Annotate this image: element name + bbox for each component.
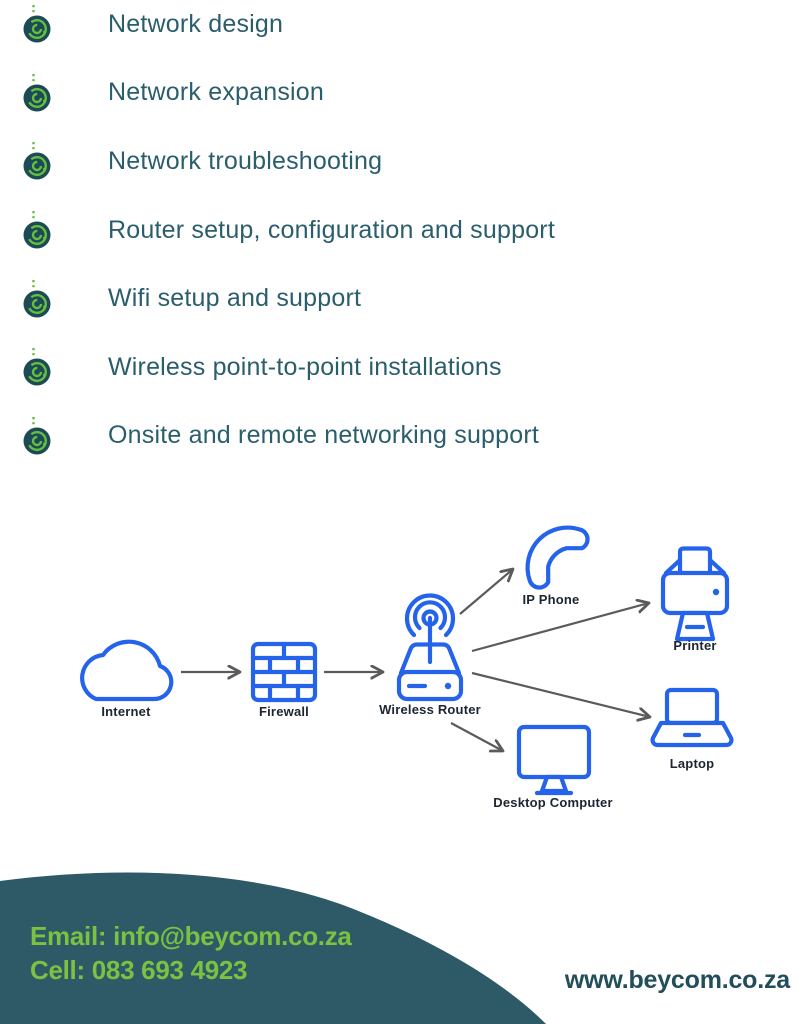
printer-icon [663,549,727,640]
printer-node [663,549,727,654]
service-label: Wifi setup and support [108,284,362,313]
footer-cell: Cell: 083 693 4923 [30,955,248,985]
beycom-logo-bullet-icon [22,3,52,45]
firewall-node [253,644,315,719]
list-item [22,0,555,59]
wireless-router-icon [399,595,461,699]
list-item [22,127,555,196]
beycom-logo-bullet-icon [22,278,52,320]
node-label: Desktop Computer [493,795,613,810]
laptop-icon [653,690,732,745]
services-list [22,0,555,470]
service-label: Router setup, configuration and support [108,215,555,244]
node-label: Wireless Router [379,702,481,717]
internet-node [82,642,171,719]
network-diagram [0,500,803,824]
desktop-node [493,727,613,810]
service-label: Wireless point-to-point installations [108,352,502,381]
beycom-logo-bullet-icon [22,415,52,457]
desktop-monitor-icon [519,727,589,793]
list-item [22,59,555,128]
list-item [22,264,555,333]
node-label: IP Phone [522,592,580,607]
footer-website: www.beycom.co.za [564,966,790,994]
phone-handset-icon [513,513,592,592]
service-label: Network design [108,9,284,38]
service-label: Network expansion [108,78,325,107]
beycom-logo-bullet-icon [22,209,52,251]
arrow-router-to-ip-phone [460,569,513,614]
beycom-logo-bullet-icon [22,346,52,388]
list-item [22,196,555,265]
footer-contact [30,919,352,987]
ip-phone-node [513,513,592,607]
list-item [22,402,555,471]
node-label: Internet [101,704,151,719]
service-label: Network troubleshooting [108,146,383,175]
footer-email: Email: info@beycom.co.za [30,921,352,951]
service-label: Onsite and remote networking support [108,421,540,450]
beycom-logo-bullet-icon [22,140,52,182]
arrow-router-to-laptop [472,673,650,717]
beycom-logo-bullet-icon [22,72,52,114]
node-label: Firewall [258,704,310,719]
arrow-router-to-printer [472,603,649,651]
wireless-router-node [379,595,481,717]
list-item [22,333,555,402]
cloud-icon [82,642,171,699]
laptop-node [653,690,732,771]
arrow-router-to-desktop [451,723,503,751]
node-label: Printer [673,638,717,653]
firewall-icon [253,644,315,700]
node-label: Laptop [669,756,715,771]
